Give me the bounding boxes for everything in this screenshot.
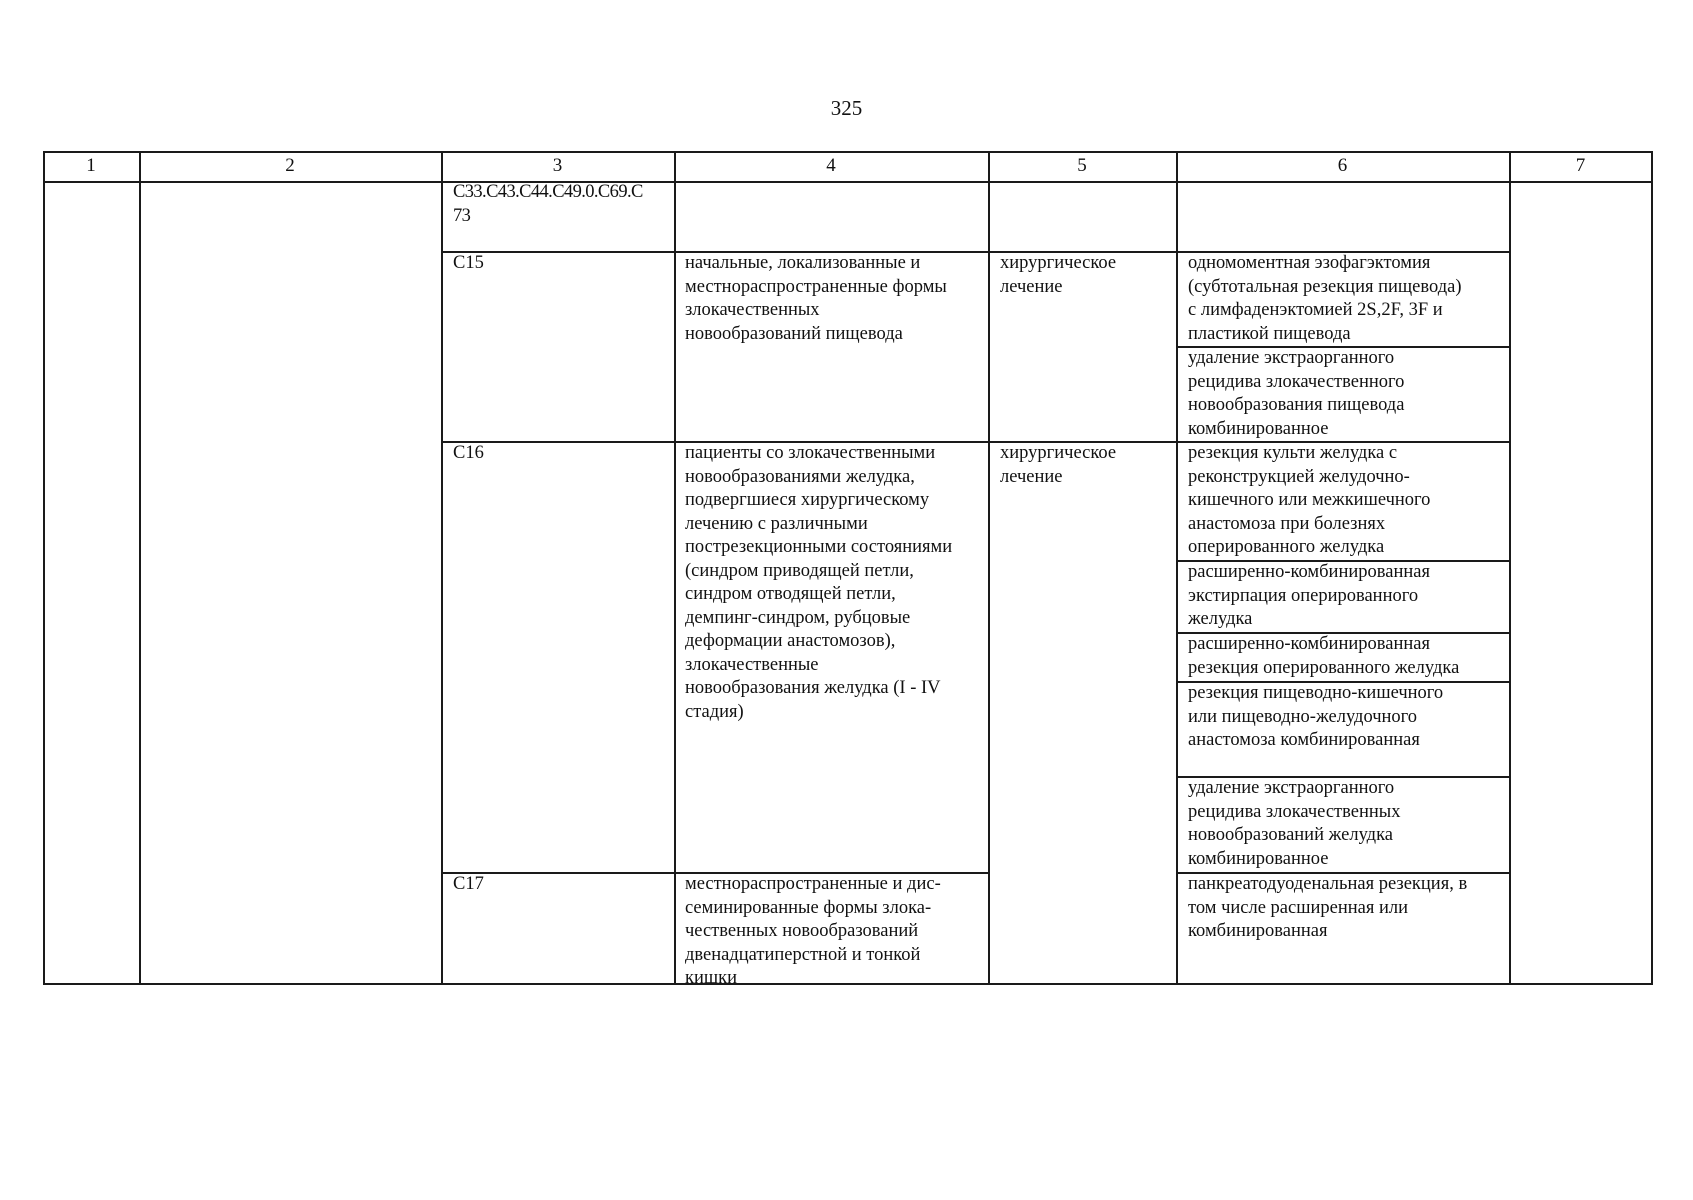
column-divider xyxy=(1176,151,1178,985)
condition-c15: начальные, локализованные и местнораспространенные формы злокачественных новообразований пищевода xyxy=(685,253,947,344)
method-c15-2: удаление экстраорганного рецидива злокачественного новообразования пищевода комбинированное xyxy=(1188,348,1405,439)
method-c17-1: панкреатодуоденальная резекция, в том числе расширенная или комбинированная xyxy=(1188,874,1468,941)
table-border-right xyxy=(1651,151,1653,985)
column-header: 5 xyxy=(1077,155,1087,176)
condition-c16: пациенты со злокачественными новообразованиями желудка, подвергшиеся хирургическому лечению с различными пострезекционными состояниями (синдром приводящей петли, синдром отводящей петли, демпинг-синдром, рубцовые деформации анастомозов), злокачественные новообразования желудка (I - IV стадия) xyxy=(685,443,953,722)
column-divider xyxy=(674,151,676,985)
column-header: 7 xyxy=(1575,155,1586,176)
column-header: 6 xyxy=(1337,155,1348,176)
method-c16-3: расширенно-комбинированная резекция оперированного желудка xyxy=(1188,634,1460,678)
treatment-c15: хирургическое лечение xyxy=(1000,253,1117,297)
column-divider xyxy=(988,151,990,985)
page-number: 325 xyxy=(830,96,863,120)
column-divider xyxy=(441,151,443,985)
column-divider xyxy=(139,151,141,985)
method-c16-4: резекция пищеводно-кишечного или пищеводно-желудочного анастомоза комбинированная xyxy=(1188,683,1444,750)
treatment-c16: хирургическое лечение xyxy=(1000,443,1117,487)
header-divider xyxy=(43,181,1652,183)
column-divider xyxy=(1509,151,1511,985)
method-c16-5: удаление экстраорганного рецидива злокачественных новообразований желудка комбинированное xyxy=(1188,778,1401,869)
column-header: 4 xyxy=(826,155,836,176)
condition-c17: местнораспространенные и дис- семинированные формы злока- чественных новообразований двенадцатиперстной и тонкой кишки xyxy=(685,874,941,988)
method-c16-1: резекция культи желудка с реконструкцией желудочно- кишечного или межкишечного анастомоза при болезнях оперированного желудка xyxy=(1188,443,1431,557)
method-c15-1: одномоментная эзофагэктомия (субтотальная резекция пищевода) с лимфаденэктомией 2S,2F, 3F и пластикой пищевода xyxy=(1188,253,1462,344)
column-header: 3 xyxy=(552,155,563,176)
icd-codes-cell: C33.C43.C44.C49.0.C69.C 73 xyxy=(453,182,643,226)
column-header: 1 xyxy=(86,155,96,176)
column-header: 2 xyxy=(285,155,295,176)
icd-code-c17: C17 xyxy=(453,874,484,894)
method-c16-2: расширенно-комбинированная экстирпация оперированного желудка xyxy=(1188,562,1430,629)
procedures-table xyxy=(43,151,1652,988)
table-border-left xyxy=(43,151,45,985)
icd-code-c16: C16 xyxy=(453,443,484,463)
icd-code-c15: C15 xyxy=(453,253,484,273)
